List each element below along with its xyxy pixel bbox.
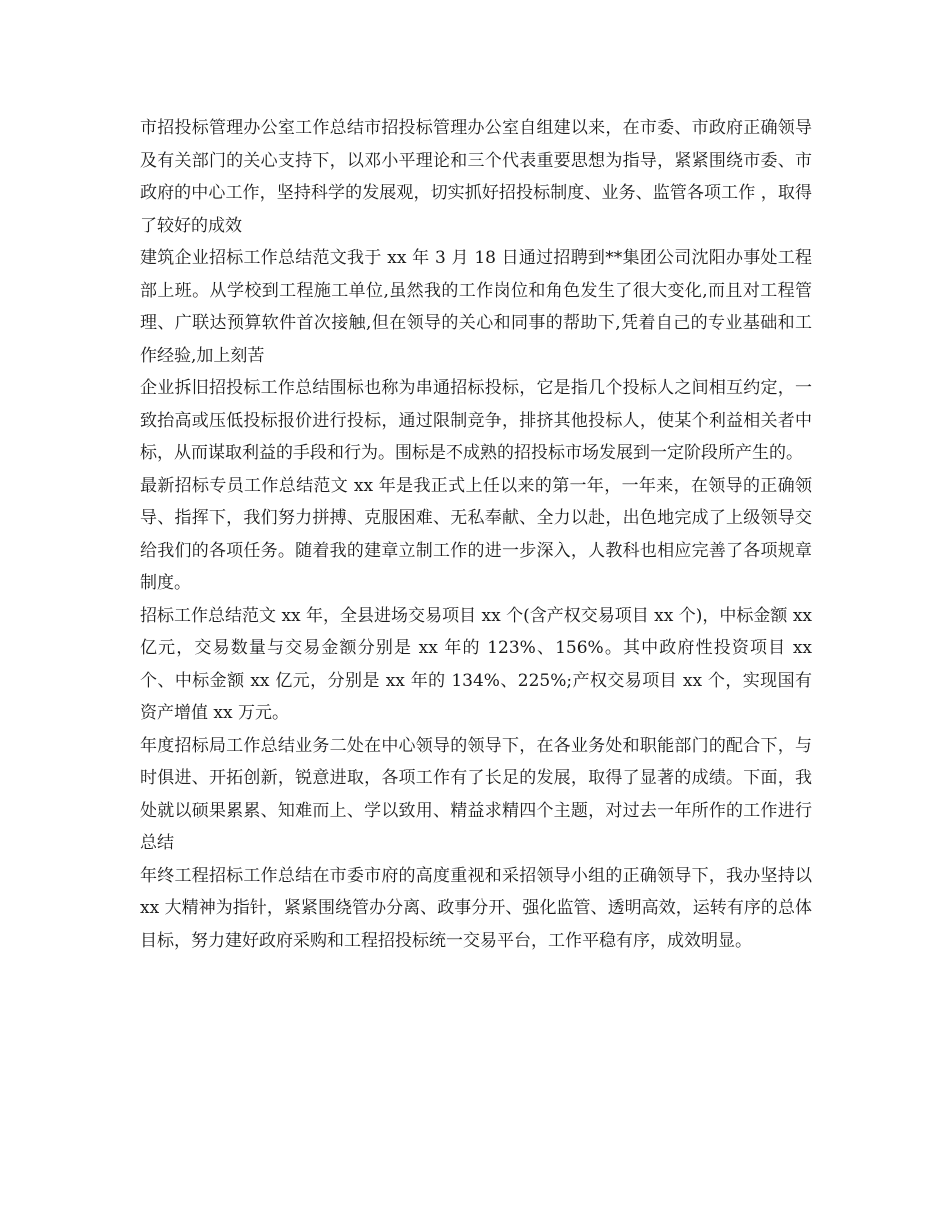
- paragraph-2: 建筑企业招标工作总结范文我于 xx 年 3 月 18 日通过招聘到**集团公司沈阳办事处工程部上班。从学校到工程施工单位,虽然我的工作岗位和角色发生了很大变化,而且对工程管理、广联达预算软件首次接触,但在领导的关心和同事的帮助下,凭着自己的专业基础和工作经验,加上刻苦: [140, 248, 812, 366]
- paragraph-6: 年度招标局工作总结业务二处在中心领导的领导下，在各业务处和职能部门的配合下，与时俱进、开拓创新，锐意进取，各项工作有了长足的发展，取得了显著的成绩。下面，我处就以硕果累累、知难而上、学以致用、精益求精四个主题，对过去一年所作的工作进行总结: [140, 735, 812, 853]
- paragraph-5: 招标工作总结范文 xx 年，全县进场交易项目 xx 个(含产权交易项目 xx 个)，中标金额 xx 亿元，交易数量与交易金额分别是 xx 年的 123%、156%。其中政府性投资项目 xx 个、中标金额 xx 亿元，分别是 xx 年的 134%、225%;产权交易项目 xx 个，实现国有资产增值 xx 万元。: [140, 605, 812, 723]
- paragraph-1: 市招投标管理办公室工作总结市招投标管理办公室自组建以来，在市委、市政府正确领导及有关部门的关心支持下，以邓小平理论和三个代表重要思想为指导，紧紧围绕市委、市政府的中心工作，坚持科学的发展观，切实抓好招投标制度、业务、监管各项工作 ，取得了较好的成效: [140, 118, 812, 236]
- paragraph-7: 年终工程招标工作总结在市委市府的高度重视和采招领导小组的正确领导下，我办坚持以 xx 大精神为指针，紧紧围绕管办分离、政事分开、强化监管、透明高效，运转有序的总体目标，努力建好政府采购和工程招投标统一交易平台，工作平稳有序，成效明显。: [140, 865, 812, 951]
- paragraph-4: 最新招标专员工作总结范文 xx 年是我正式上任以来的第一年，一年来，在领导的正确领导、指挥下，我们努力拼搏、克服困难、无私奉献、全力以赴，出色地完成了上级领导交给我们的各项任务。随着我的建章立制工作的进一步深入，人教科也相应完善了各项规章制度。: [140, 475, 812, 593]
- paragraph-3: 企业拆旧招投标工作总结围标也称为串通招标投标，它是指几个投标人之间相互约定，一致抬高或压低投标报价进行投标，通过限制竞争，排挤其他投标人，使某个利益相关者中标，从而谋取利益的手段和行为。围标是不成熟的招投标市场发展到一定阶段所产生的。: [140, 378, 812, 463]
- document-body: [140, 112, 812, 957]
